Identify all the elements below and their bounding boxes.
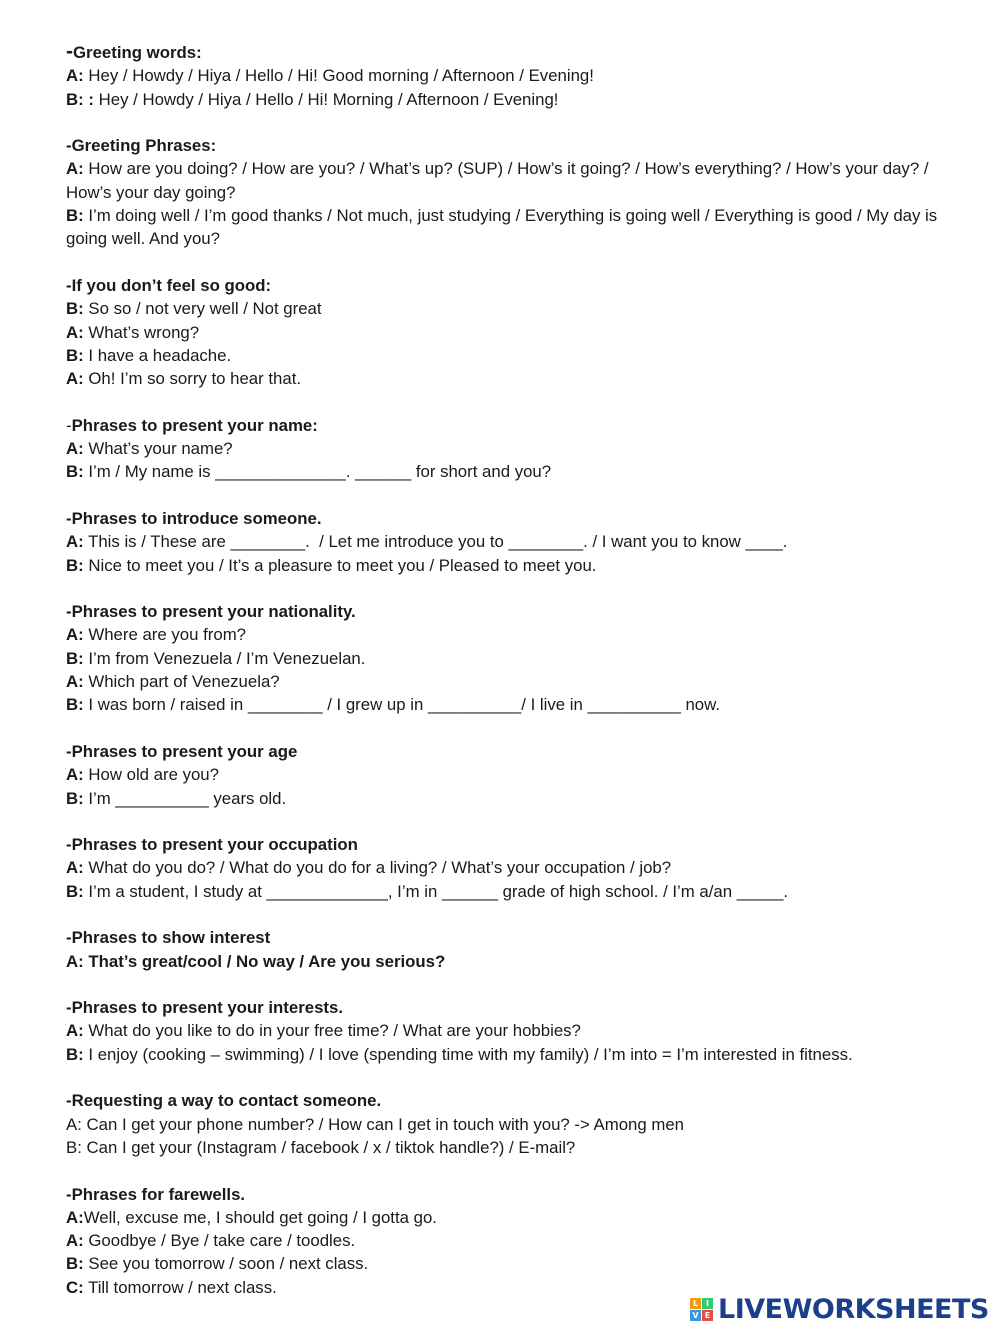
line-text: I’m doing well / I’m good thanks / Not much, just studying / Everything is going well / Everything is good / My day is going well. And you? [66, 206, 942, 249]
speaker-label: B: [66, 345, 84, 365]
speaker-label: A: [66, 1231, 84, 1251]
heading-text: If you don’t feel so good: [71, 275, 272, 295]
line-text: Till tomorrow / next class. [83, 1277, 277, 1297]
line-text: Oh! I’m so sorry to hear that. [83, 369, 302, 389]
speaker-label: B: [66, 695, 84, 715]
heading-text: Greeting Phrases: [71, 136, 217, 156]
heading-text: Phrases to present your name: [71, 415, 318, 435]
line-text: B: Can I get your (Instagram / facebook / x / tiktok handle?) / E-mail? [66, 1137, 576, 1157]
heading-text: Phrases to introduce someone. [71, 508, 322, 528]
heading-dash: - [66, 136, 72, 156]
section [66, 40, 946, 111]
logo-badge-letter: E [702, 1310, 713, 1321]
dialogue-line [66, 88, 946, 111]
speaker-label: A: [66, 1207, 84, 1227]
speaker-label: B: : [66, 89, 94, 109]
line-text: Goodbye / Bye / take care / toodles. [83, 1231, 356, 1251]
line-text: What’s your name? [83, 439, 233, 459]
dialogue-line [66, 157, 946, 204]
line-text: What’s wrong? [83, 322, 200, 342]
logo-badge-letter: I [702, 1298, 713, 1309]
heading-dash: - [66, 998, 72, 1018]
line-text: I enjoy (cooking – swimming) / I love (spending time with my family) / I’m into = I’m interested in fitness. [83, 1044, 853, 1064]
section [66, 134, 946, 250]
section-heading [66, 507, 946, 530]
section [66, 414, 946, 484]
heading-dash: - [66, 602, 72, 622]
dialogue-line [66, 344, 946, 367]
line-text: What do you do? / What do you do for a living? / What’s your occupation / job? [83, 858, 672, 878]
heading-dash: - [66, 835, 72, 855]
line-text: A: Can I get your phone number? / How can I get in touch with you? -> Among men [66, 1114, 684, 1134]
line-text: I’m from Venezuela / I’m Venezuelan. [83, 648, 366, 668]
dialogue-line [66, 787, 946, 810]
dialogue-line [66, 670, 946, 693]
speaker-label: A: [66, 1021, 84, 1041]
dialogue-line [66, 1206, 946, 1229]
line-text: Hey / Howdy / Hiya / Hello / Hi! Morning / Afternoon / Evening! [93, 89, 559, 109]
speaker-label: B: [66, 648, 84, 668]
logo-wordmark: LIVEWORKSHEETS [718, 1293, 989, 1325]
section-heading [66, 996, 946, 1019]
dialogue-line [66, 1229, 946, 1252]
dialogue-line [66, 880, 946, 903]
section-heading [66, 40, 946, 64]
heading-text: Phrases to present your age [71, 741, 298, 761]
heading-dash: - [66, 1184, 72, 1204]
section-heading [66, 740, 946, 763]
speaker-label: B: [66, 206, 84, 226]
speaker-label: A: [66, 672, 84, 692]
dialogue-line [66, 693, 946, 716]
section [66, 274, 946, 390]
speaker-label: A: [66, 439, 84, 459]
logo-badge-letter: V [690, 1310, 701, 1321]
speaker-label: A: [66, 765, 84, 785]
speaker-label: B: [66, 881, 84, 901]
dialogue-line [66, 321, 946, 344]
heading-dash: - [66, 1091, 72, 1111]
speaker-label: A: [66, 625, 84, 645]
heading-text: Greeting words: [73, 43, 202, 62]
heading-text: Phrases to present your nationality. [71, 602, 356, 622]
logo-badge-letter: L [690, 1298, 701, 1309]
dialogue-line [66, 1136, 946, 1159]
dialogue-line [66, 437, 946, 460]
logo-badge-icon [690, 1298, 713, 1321]
dialogue-line [66, 554, 946, 577]
section [66, 926, 946, 973]
line-text: I was born / raised in ________ / I grew up in __________/ I live in __________ now. [83, 695, 720, 715]
line-text: What do you like to do in your free time? / What are your hobbies? [83, 1021, 581, 1041]
speaker-label: A: [66, 66, 84, 86]
speaker-label: A: [66, 322, 84, 342]
line-text: How are you doing? / How are you? / What’s up? (SUP) / How’s it going? / How’s everything? / How’s your day? / How’s your day going? [66, 159, 934, 202]
dialogue-line [66, 297, 946, 320]
speaker-label: A: [66, 858, 84, 878]
dialogue-line [66, 64, 946, 87]
speaker-label: A: [66, 369, 84, 389]
section [66, 507, 946, 577]
section [66, 996, 946, 1066]
speaker-label: B: [66, 555, 84, 575]
heading-dash: - [66, 40, 73, 63]
heading-dash: - [66, 741, 72, 761]
line-text: That’s great/cool / No way / Are you serious? [83, 951, 446, 971]
heading-text: Phrases for farewells. [71, 1184, 246, 1204]
dialogue-line [66, 460, 946, 483]
line-text: I have a headache. [83, 345, 232, 365]
speaker-label: B: [66, 1044, 84, 1064]
dialogue-line [66, 1252, 946, 1275]
dialogue-line [66, 530, 946, 553]
dialogue-line [66, 1113, 946, 1136]
line-text: I’m / My name is ______________. ______ for short and you? [83, 462, 552, 482]
heading-dash: - [66, 508, 72, 528]
section-heading [66, 1183, 946, 1206]
line-text: See you tomorrow / soon / next class. [83, 1254, 369, 1274]
line-text: So so / not very well / Not great [83, 299, 322, 319]
worksheet-document [66, 40, 946, 1322]
section-heading [66, 926, 946, 949]
line-text: Nice to meet you / It’s a pleasure to meet you / Pleased to meet you. [83, 555, 597, 575]
heading-text: Requesting a way to contact someone. [71, 1091, 382, 1111]
section-heading [66, 600, 946, 623]
heading-text: Phrases to show interest [71, 928, 271, 948]
dialogue-line [66, 856, 946, 879]
heading-dash: - [66, 928, 72, 948]
dialogue-line [66, 950, 946, 973]
line-text: Well, excuse me, I should get going / I gotta go. [83, 1207, 437, 1227]
speaker-label: A: [66, 951, 84, 971]
heading-text: Phrases to present your interests. [71, 998, 343, 1018]
speaker-label: B: [66, 788, 84, 808]
dialogue-line [66, 623, 946, 646]
liveworksheets-logo [690, 1291, 989, 1327]
section [66, 600, 946, 716]
section [66, 740, 946, 810]
section-heading [66, 833, 946, 856]
speaker-label: B: [66, 299, 84, 319]
speaker-label: B: [66, 1254, 84, 1274]
heading-text: Phrases to present your occupation [71, 835, 358, 855]
section-heading [66, 414, 946, 437]
line-text: I’m a student, I study at _____________, I’m in ______ grade of high school. / I’m a/an _____. [83, 881, 789, 901]
heading-dash: - [66, 415, 72, 435]
line-text: Where are you from? [83, 625, 247, 645]
section-heading [66, 134, 946, 157]
speaker-label: A: [66, 532, 84, 552]
dialogue-line [66, 1019, 946, 1042]
section-heading [66, 1089, 946, 1112]
line-text: This is / These are ________. / Let me introduce you to ________. / I want you to know ____. [83, 532, 788, 552]
section [66, 1089, 946, 1159]
heading-dash: - [66, 275, 72, 295]
line-text: How old are you? [83, 765, 219, 785]
line-text: I’m __________ years old. [83, 788, 287, 808]
speaker-label: B: [66, 462, 84, 482]
dialogue-line [66, 1043, 946, 1066]
dialogue-line [66, 647, 946, 670]
speaker-label: C: [66, 1277, 84, 1297]
dialogue-line [66, 367, 946, 390]
line-text: Hey / Howdy / Hiya / Hello / Hi! Good morning / Afternoon / Evening! [83, 66, 594, 86]
speaker-label: A: [66, 159, 84, 179]
line-text: Which part of Venezuela? [83, 672, 280, 692]
dialogue-line [66, 763, 946, 786]
dialogue-line [66, 204, 946, 251]
section-heading [66, 274, 946, 297]
section [66, 1183, 946, 1299]
section [66, 833, 946, 903]
